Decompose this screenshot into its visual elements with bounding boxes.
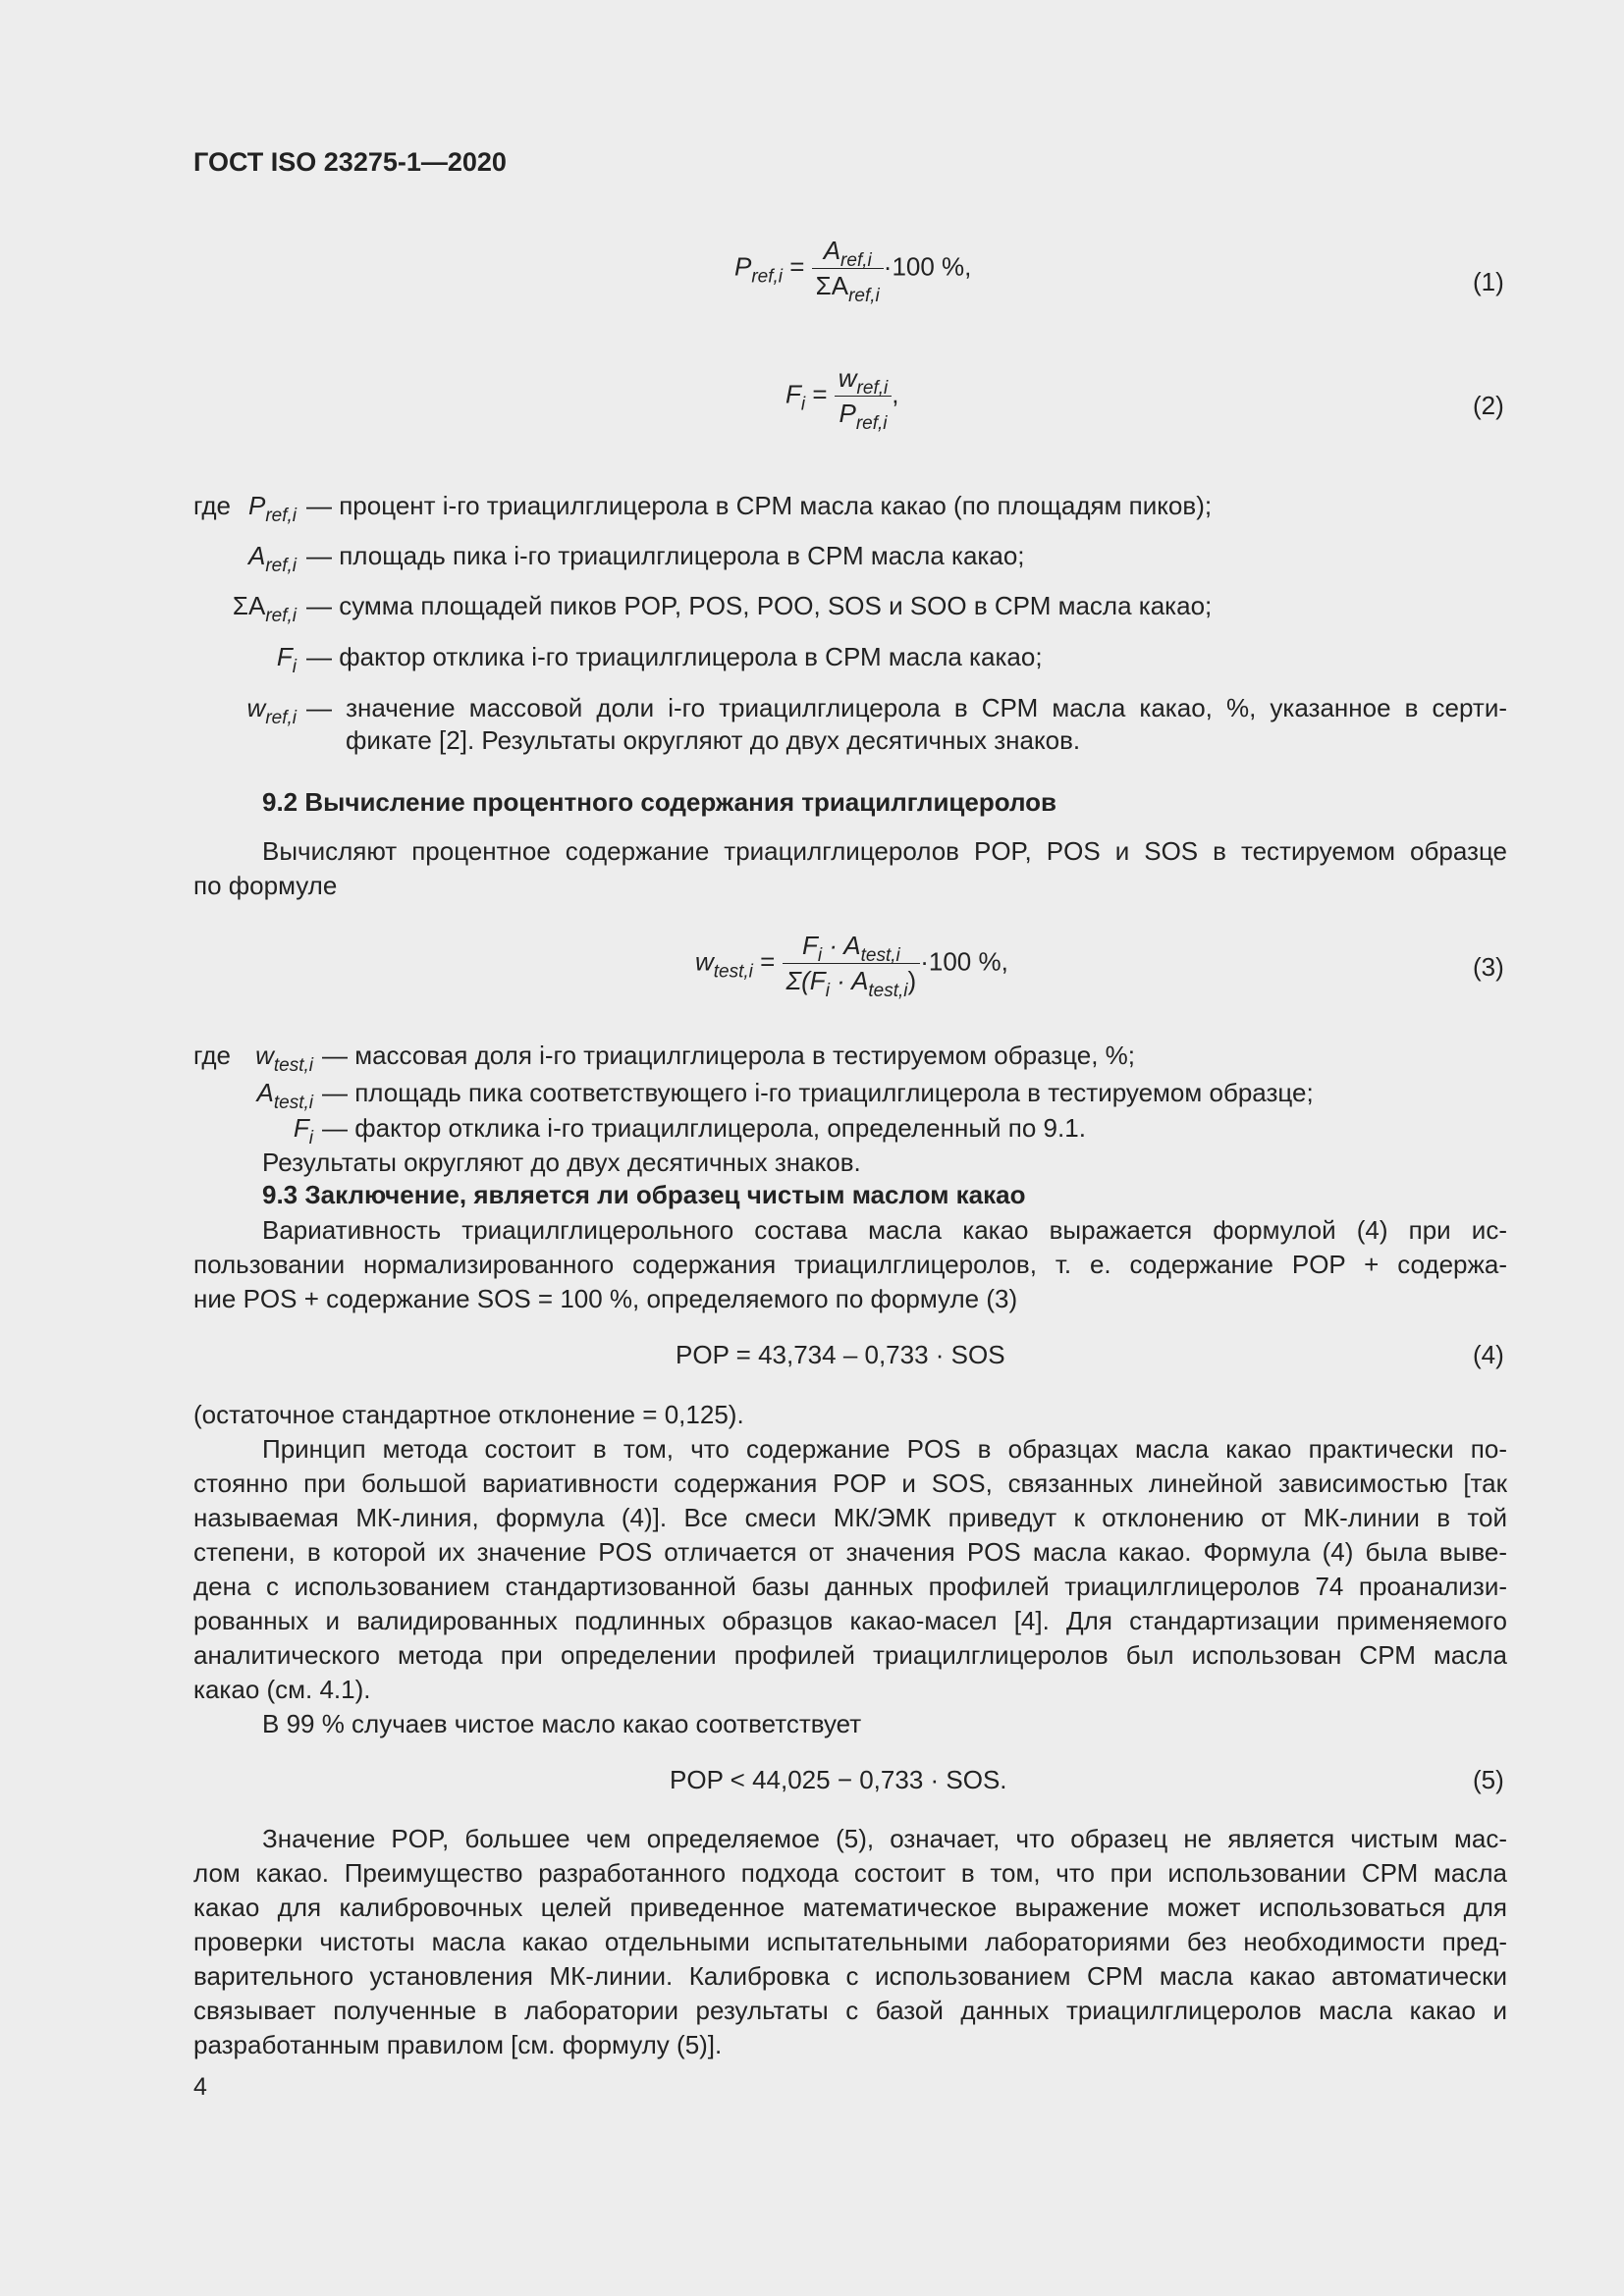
paragraph-line: ние POS + содержание SOS = 100 %, определяемого по формуле (3) <box>193 1284 1018 1313</box>
where-description: — фактор отклика i-го триацилглицерола в СРМ масла какао; <box>306 642 1043 671</box>
paragraph-line: стоянно при большой вариативности содержания POP и SOS, связанных линейной зависимостью [так <box>193 1468 1507 1498</box>
where-symbol: $\Sigma A_{ref,i}$ <box>232 591 297 626</box>
paragraph-line: Вычисляют процентное содержание триацилглицеролов POP, POS и SOS в тестируемом образце <box>262 836 1507 866</box>
document-header: ГОСТ ISO 23275-1—2020 <box>193 147 507 177</box>
where-symbol: $F_i$ <box>293 1113 313 1148</box>
paragraph-line: аналитического метода при определении профилей триацилглицеролов был использован СРМ масла <box>193 1640 1507 1670</box>
equation-1-number: (1) <box>1473 267 1504 296</box>
equation-5-number: (5) <box>1473 1765 1504 1794</box>
paragraph-line: дена с использованием стандартизованной базы данных профилей триацилглицеролов 74 проанализи- <box>193 1572 1507 1601</box>
paragraph-line: (остаточное стандартное отклонение = 0,125). <box>193 1400 744 1429</box>
equation-4-number: (4) <box>1473 1340 1504 1369</box>
paragraph-line: рованных и валидированных подлинных образцов какао-масел [4]. Для стандартизации применяемого <box>193 1606 1507 1635</box>
where-description-continued: фикате [2]. Результаты округляют до двух десятичных знаков. <box>346 725 1081 755</box>
paragraph-line: какао (см. 4.1). <box>193 1675 371 1704</box>
paragraph-line: Значение POP, большее чем определяемое (5), означает, что образец не является чистым мас- <box>262 1824 1507 1853</box>
where-symbol: $F_i$ <box>276 642 297 677</box>
where-symbol: $A_{test,i}$ <box>256 1078 313 1113</box>
paragraph-line: пользовании нормализированного содержания триацилглицеролов, т. е. содержание POP + содержа- <box>193 1250 1507 1279</box>
paragraph-line: Принцип метода состоит в том, что содержание POS в образцах масла какао практически по- <box>262 1434 1507 1464</box>
section-9-2-title: 9.2 Вычисление процентного содержания триацилглицеролов <box>262 787 1057 817</box>
where-description: — массовая доля i-го триацилглицерола в тестируемом образце, %; <box>322 1041 1136 1070</box>
equation-3-number: (3) <box>1473 952 1504 982</box>
paragraph-line: степени, в которой их значение POS отличается от значения POS масла какао. Формула (4) была выве- <box>193 1537 1507 1567</box>
where-symbol: $w_{ref,i}$ <box>246 693 297 728</box>
paragraph-line: какао для калибровочных целей приведенное математическое выражение может использоваться для <box>193 1893 1507 1922</box>
equation-3: $w_{test,i}$ = $\frac{F_i \cdot A_{test,i}}{\Sigma(F_i \cdot A_{test,i})}$ ·100 %, <box>695 931 1008 1001</box>
where-description: — площадь пика соответствующего i-го триацилглицерола в тестируемом образце; <box>322 1078 1314 1107</box>
where-symbol: $A_{ref,i}$ <box>247 541 297 576</box>
where-description: — значение массовой доли i-го триацилглицерола в СРМ масла какао, %, указанное в серти- <box>306 693 1507 722</box>
paragraph-line: разработанным правилом [см. формулу (5)]. <box>193 2030 723 2059</box>
paragraph-line: связывает полученные в лаборатории результаты с базой данных триацилглицеролов масла какао и <box>193 1996 1507 2025</box>
where-description: — процент i-го триацилглицерола в СРМ масла какао (по площадям пиков); <box>306 491 1213 520</box>
where-description: — фактор отклика i-го триацилглицерола, определенный по 9.1. <box>322 1113 1086 1143</box>
where-word: где <box>193 1041 231 1070</box>
paragraph-line: варительного установления МК-линии. Калибровка с использованием СРМ масла какао автоматически <box>193 1961 1507 1991</box>
paragraph-line: называемая МК-линия, формула (4)]. Все смеси МК/ЭМК приведут к отклонению от МК-линии в той <box>193 1503 1507 1532</box>
equation-5: POP < 44,025 − 0,733 · SOS. <box>670 1765 1007 1794</box>
equation-4: POP = 43,734 – 0,733 · SOS <box>676 1340 1005 1369</box>
where-symbol: $P_{ref,i}$ <box>247 491 297 526</box>
where-description: — площадь пика i-го триацилглицерола в СРМ масла какао; <box>306 541 1025 570</box>
where-word: где <box>193 491 231 520</box>
where-description: — сумма площадей пиков POP, POS, POO, SOS и SOO в СРМ масла какао; <box>306 591 1213 620</box>
paragraph-line: лом какао. Преимущество разработанного подхода состоит в том, что при использовании СРМ масла <box>193 1858 1507 1888</box>
equation-2: $F_i$ = $\frac{w_{ref,i}}{P_{ref,i}}$ , <box>785 363 899 434</box>
paragraph-line: В 99 % случаев чистое масло какао соответствует <box>262 1709 862 1738</box>
section-9-3-title: 9.3 Заключение, является ли образец чистым маслом какао <box>262 1180 1026 1209</box>
paragraph-line: Результаты округляют до двух десятичных знаков. <box>262 1148 861 1177</box>
paragraph-line: Вариативность триацилглицерольного состава масла какао выражается формулой (4) при ис- <box>262 1215 1507 1245</box>
where-symbol: $w_{test,i}$ <box>255 1041 313 1076</box>
equation-1: $P_{ref,i}$ = $\frac{A_{ref,i}}{\Sigma A_{ref,i}}$ ·100 %, <box>734 236 972 306</box>
page-number: 4 <box>193 2073 207 2101</box>
paragraph-line: по формуле <box>193 871 338 900</box>
equation-2-number: (2) <box>1473 391 1504 420</box>
paragraph-line: проверки чистоты масла какао отдельными испытательными лабораториями без необходимости пред- <box>193 1927 1507 1956</box>
